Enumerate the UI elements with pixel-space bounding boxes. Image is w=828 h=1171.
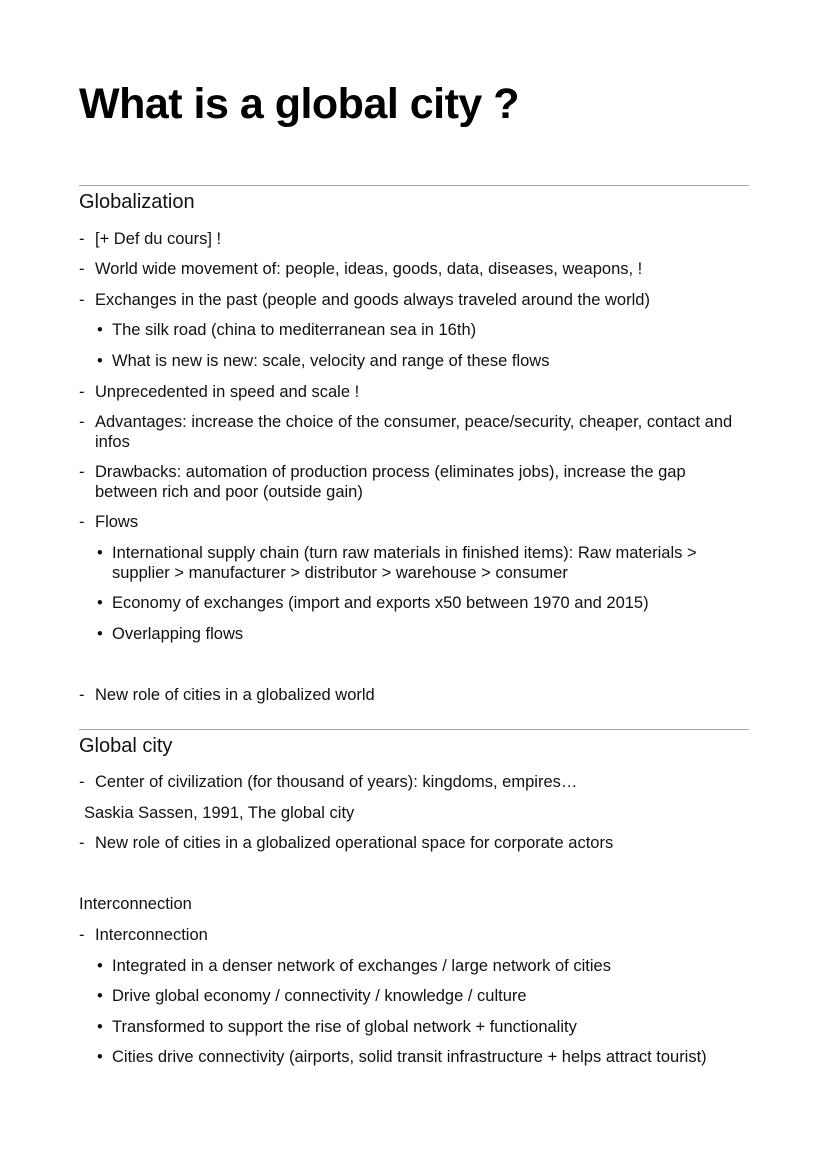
bullet-marker: • xyxy=(97,957,103,975)
dash-marker: - xyxy=(79,413,85,431)
dash-marker: - xyxy=(79,686,85,704)
dash-marker: - xyxy=(79,383,85,401)
sub-list-item: • Transformed to support the rise of global network + functionality xyxy=(97,1018,577,1036)
list-item: - [+ Def du cours] ! xyxy=(79,230,222,248)
dash-marker: - xyxy=(79,773,85,791)
dash-marker: - xyxy=(79,513,85,531)
sub-list-item: • Economy of exchanges (import and exports x50 between 1970 and 2015) xyxy=(97,594,649,612)
sub-list-item: • Drive global economy / connectivity / knowledge / culture xyxy=(97,987,527,1005)
list-item: - Drawbacks: automation of production process (eliminates jobs), increase the gap between rich and poor (outside gain) xyxy=(79,463,686,501)
section-heading-global-city: Global city xyxy=(79,735,173,757)
list-item: - Flows xyxy=(79,513,139,531)
list-item: - Advantages: increase the choice of the consumer, peace/security, cheaper, contact and infos xyxy=(79,413,733,451)
sub-list-item: • International supply chain (turn raw materials in finished items): Raw materials > supplier > manufacturer > distributor > warehouse > consumer xyxy=(97,544,697,582)
sub-list-item: • What is new is new: scale, velocity and range of these flows xyxy=(97,352,550,370)
sub-list-item: • Integrated in a denser network of exchanges / large network of cities xyxy=(97,957,611,975)
bullet-marker: • xyxy=(97,544,103,562)
dash-marker: - xyxy=(79,463,85,481)
list-item: - Center of civilization (for thousand of years): kingdoms, empires… xyxy=(79,773,578,791)
dash-marker: - xyxy=(79,834,85,852)
dash-marker: - xyxy=(79,230,85,248)
bullet-marker: • xyxy=(97,321,103,339)
list-item: - World wide movement of: people, ideas, goods, data, diseases, weapons, ! xyxy=(79,260,643,278)
sub-list-item: • The silk road (china to mediterranean sea in 16th) xyxy=(97,321,477,339)
subheading-interconnection: Interconnection xyxy=(79,895,192,913)
bullet-marker: • xyxy=(97,987,103,1005)
dash-marker: - xyxy=(79,926,85,944)
list-item: - New role of cities in a globalized operational space for corporate actors xyxy=(79,834,614,852)
bullet-marker: • xyxy=(97,1018,103,1036)
list-item: - Exchanges in the past (people and goods always traveled around the world) xyxy=(79,291,650,309)
section-heading-globalization: Globalization xyxy=(79,191,195,213)
bullet-marker: • xyxy=(97,625,103,643)
section-divider xyxy=(79,729,749,730)
bullet-marker: • xyxy=(97,594,103,612)
sub-list-item: • Cities drive connectivity (airports, solid transit infrastructure + helps attract tourist) xyxy=(97,1048,707,1066)
bullet-marker: • xyxy=(97,352,103,370)
citation: Saskia Sassen, 1991, The global city xyxy=(84,804,355,822)
list-item: - New role of cities in a globalized world xyxy=(79,686,375,704)
page-title: What is a global city ? xyxy=(79,80,520,128)
section-divider xyxy=(79,185,749,186)
dash-marker: - xyxy=(79,291,85,309)
list-item: - Unprecedented in speed and scale ! xyxy=(79,383,360,401)
dash-marker: - xyxy=(79,260,85,278)
list-item: - Interconnection xyxy=(79,926,208,944)
bullet-marker: • xyxy=(97,1048,103,1066)
sub-list-item: • Overlapping flows xyxy=(97,625,244,643)
